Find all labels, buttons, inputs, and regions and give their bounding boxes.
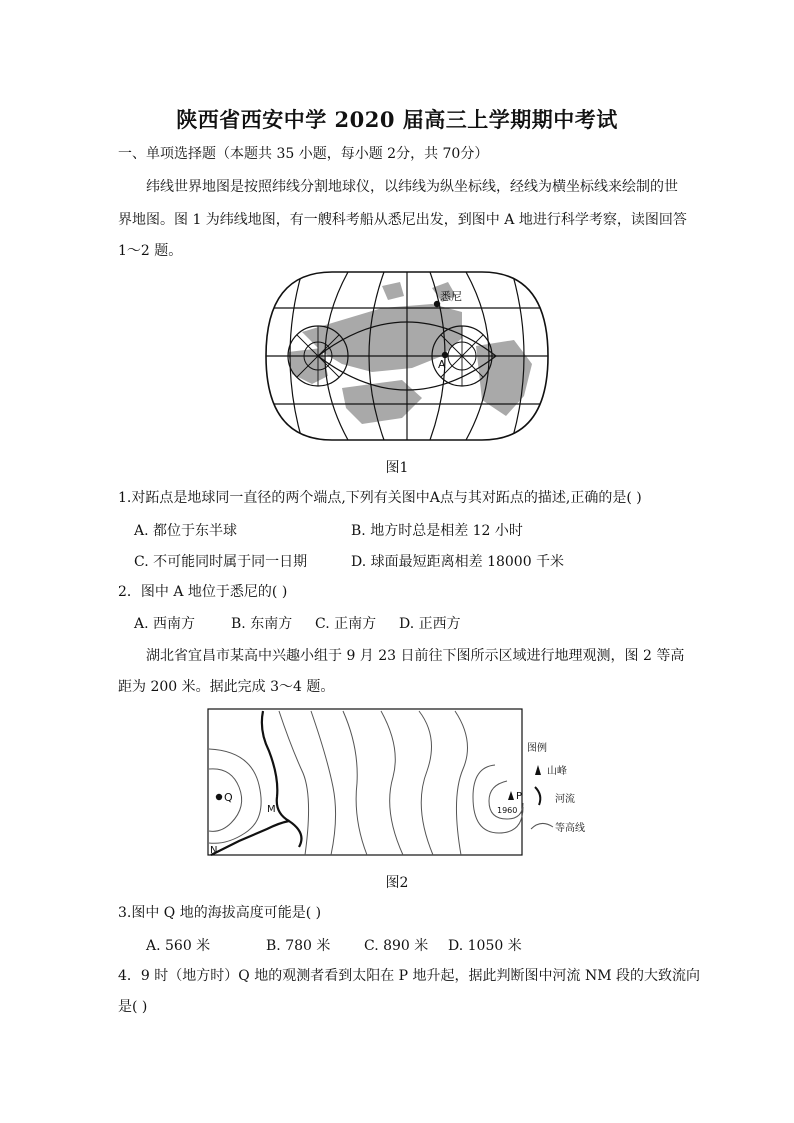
q1-option-a: A. 都位于东半球 xyxy=(134,523,238,539)
q4-stem-line1: 4．9 时（地方时）Q 地的观测者看到太阳在 P 地升起，据此判断图中河流 NM 段的大致流向 xyxy=(118,968,700,984)
legend-title: 图例 xyxy=(527,743,547,754)
point-n-label: N xyxy=(210,845,218,856)
legend-peak-icon xyxy=(535,765,541,775)
point-a-label: A xyxy=(438,358,446,371)
sydney-label: 悉尼 xyxy=(440,290,462,303)
figure1-map xyxy=(262,268,552,444)
q1-option-b: B. 地方时总是相差 12 小时 xyxy=(351,523,523,539)
q2-option-a: A. 西南方 xyxy=(134,616,196,632)
passage1-line1: 纬线世界地图是按照纬线分割地球仪，以纬线为纵坐标线，经线为横坐标线来绘制的世 xyxy=(146,179,678,195)
page-title: 陕西省西安中学 2020 届高三上学期期中考试 xyxy=(176,107,618,132)
passage2-line1: 湖北省宜昌市某高中兴趣小组于 9 月 23 日前往下图所示区域进行地理观测，图 2 等高 xyxy=(146,648,685,664)
point-p-label: P xyxy=(516,791,523,802)
passage2-line2: 距为 200 米。据此完成 3～4 题。 xyxy=(118,679,335,695)
legend-peak-label: 山峰 xyxy=(547,766,567,777)
q2-option-b: B. 东南方 xyxy=(231,616,293,632)
point-m-label: M xyxy=(267,804,276,815)
point-q-marker xyxy=(216,794,222,800)
legend-contour-icon xyxy=(531,823,553,829)
q2-stem: 2．图中 A 地位于悉尼的( ) xyxy=(118,584,288,600)
figure1-caption: 图1 xyxy=(385,460,409,476)
q1-option-d: D. 球面最短距离相差 18000 千米 xyxy=(351,554,565,570)
point-q-label: Q xyxy=(224,791,233,804)
q3-option-a: A. 560 米 xyxy=(146,938,211,954)
passage1-line2: 界地图。图 1 为纬线地图，有一艘科考船从悉尼出发，到图中 A 地进行科学考察，读图回答 xyxy=(118,212,687,228)
q2-option-c: C. 正南方 xyxy=(315,616,377,632)
q3-option-c: C. 890 米 xyxy=(364,938,429,954)
q1-option-c: C. 不可能同时属于同一日期 xyxy=(134,554,308,570)
legend-contour-label: 等高线 xyxy=(555,823,585,834)
section-heading: 一、单项选择题（本题共 35 小题，每小题 2分，共 70分） xyxy=(118,146,489,162)
q1-stem: 1.对跖点是地球同一直径的两个端点,下列有关图中A点与其对跖点的描述,正确的是( ) xyxy=(118,490,642,506)
q3-option-b: B. 780 米 xyxy=(266,938,331,954)
passage1-line3: 1～2 题。 xyxy=(118,243,183,259)
q3-stem: 3.图中 Q 地的海拔高度可能是( ) xyxy=(118,905,322,921)
q3-option-d: D. 1050 米 xyxy=(448,938,522,954)
figure2-contour-map xyxy=(207,707,597,859)
legend-river-label: 河流 xyxy=(555,794,575,805)
peak-p-elevation: 1960 xyxy=(497,806,518,815)
legend-river-icon xyxy=(535,787,540,805)
figure2-caption: 图2 xyxy=(385,875,409,891)
q2-option-d: D. 正西方 xyxy=(399,616,461,632)
q4-stem-line2: 是( ) xyxy=(118,999,148,1015)
